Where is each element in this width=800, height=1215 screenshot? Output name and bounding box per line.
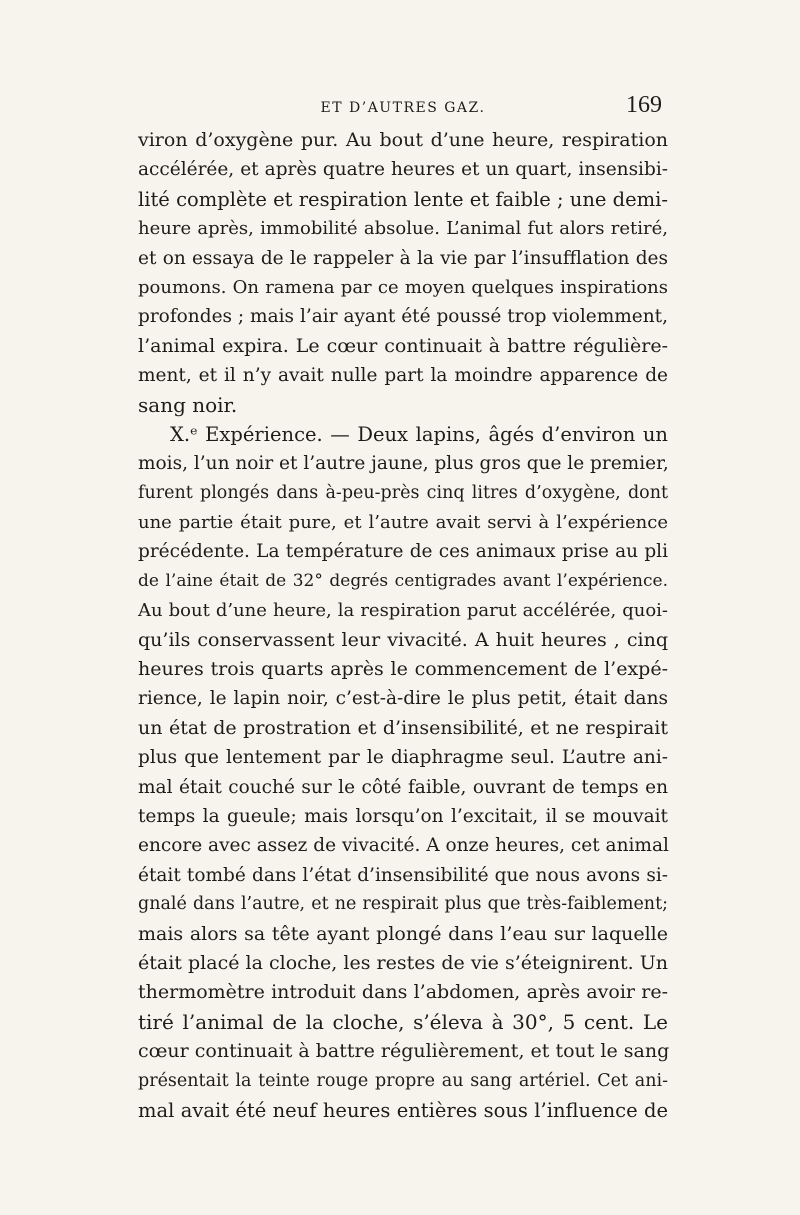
text-line: encore avec assez de vivacité. A onze heures, cet animal: [138, 835, 669, 857]
text-line: thermomètre introduit dans l’abdomen, après avoir re-: [138, 981, 668, 1004]
text-line: qu’ils conservassent leur vivacité. A huit heures , cinq: [138, 628, 668, 651]
text-line: lité complète et respiration lente et faible ; une demi-: [138, 187, 668, 211]
text-line: heures trois quarts après le commencement de l’expé-: [138, 658, 668, 681]
running-head: [138, 92, 668, 122]
text-line: plus que lentement par le diaphragme seul. L’autre ani-: [138, 747, 668, 769]
text-line: poumons. On ramena par ce moyen quelques inspirations: [138, 276, 668, 298]
text-line: mal avait été neuf heures entières sous l’influence de: [138, 1098, 668, 1122]
text-line: Au bout d’une heure, la respiration parut accélérée, quoi-: [138, 600, 668, 622]
text-line: présentait la teinte rouge propre au sang artériel. Cet ani-: [138, 1070, 668, 1091]
text-line: l’animal expira. Le cœur continuait à battre régulière-: [138, 334, 668, 357]
running-title: ET D’AUTRES GAZ.: [320, 100, 486, 116]
text-line: tiré l’animal de la cloche, s’éleva à 30°, 5 cent. Le: [138, 1009, 668, 1034]
text-body: [138, 126, 668, 1125]
text-line: était tombé dans l’état d’insensibilité que nous avons si-: [138, 864, 668, 886]
text-line: mais alors sa tête ayant plongé dans l’eau sur laquelle: [138, 922, 668, 945]
text-line: rience, le lapin noir, c’est-à-dire le plus petit, était dans: [138, 688, 668, 710]
page-number: 169: [626, 92, 662, 118]
text-line: X.ᵉ Expérience. — Deux lapins, âgés d’environ un: [170, 422, 668, 446]
text-line: mal était couché sur le côté faible, ouvrant de temps en: [138, 776, 668, 798]
text-line: temps la gueule; mais lorsqu’on l’excitait, il se mouvait: [138, 805, 668, 827]
text-line: mois, l’un noir et l’autre jaune, plus gros que le premier,: [138, 453, 669, 475]
text-line: furent plongés dans à-peu-près cinq litres d’oxygène, dont: [138, 482, 668, 503]
text-line: viron d’oxygène pur. Au bout d’une heure, respiration: [138, 129, 668, 151]
text-line: de l’aine était de 32° degrés centigrades avant l’expérience.: [138, 570, 668, 591]
text-line: profondes ; mais l’air ayant été poussé trop violemment,: [138, 306, 668, 328]
text-line: précédente. La température de ces animaux prise au pli: [138, 541, 668, 563]
text-line: ment, et il n’y avait nulle part la moindre apparence de: [138, 365, 668, 387]
text-line: un état de prostration et d’insensibilité, et ne respirait: [138, 716, 668, 739]
text-line: était placé la cloche, les restes de vie s’éteignirent. Un: [138, 951, 668, 974]
text-line: accélérée, et après quatre heures et un quart, insensibi-: [138, 159, 668, 181]
text-line: gnalé dans l’autre, et ne respirait plus que très-faiblement;: [138, 894, 668, 915]
text-line: et on essaya de le rappeler à la vie par l’insufflation des: [138, 247, 668, 269]
text-line: sang noir.: [138, 392, 238, 417]
text-line: cœur continuait à battre régulièrement, et tout le sang: [138, 1040, 670, 1063]
text-line: une partie était pure, et l’autre avait servi à l’expérience: [138, 512, 668, 534]
text-line: heure après, immobilité absolue. L’animal fut alors retiré,: [138, 218, 668, 240]
